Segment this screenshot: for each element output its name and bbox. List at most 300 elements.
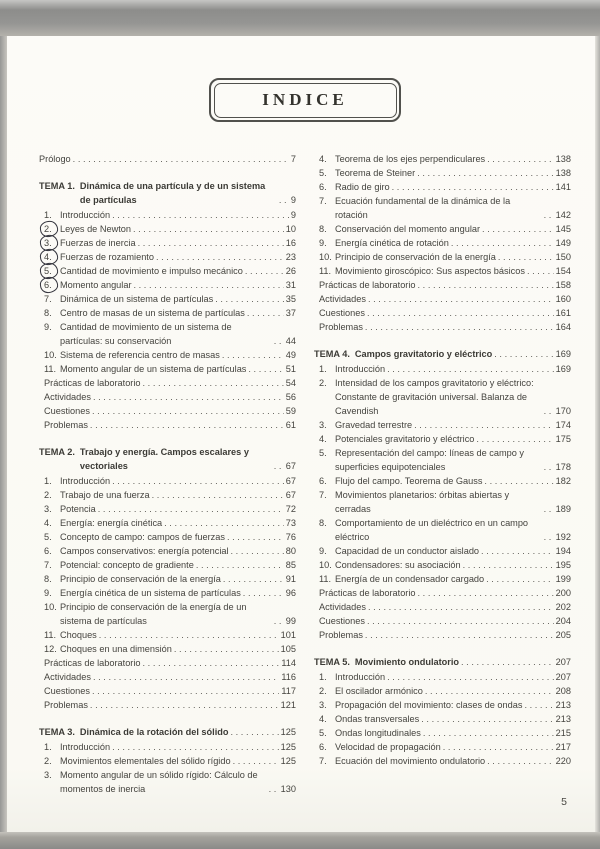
toc-entry: [39, 208, 296, 222]
entry-text: Concepto de campo: campos de fuerzas: [60, 532, 225, 542]
dot-leader: [269, 782, 279, 796]
entry-page-number: 217: [555, 742, 571, 752]
item-number: 5.: [319, 728, 327, 738]
item-number: 4.: [319, 714, 327, 724]
item-number: 8.: [319, 518, 327, 528]
toc-entry: [314, 684, 571, 698]
item-number: 7.: [44, 560, 52, 570]
dot-leader: [98, 502, 284, 516]
entry-text: Trabajo de una fuerza: [60, 490, 150, 500]
entry-page-number: 161: [555, 308, 571, 318]
entry-page-number: 164: [555, 322, 571, 332]
tema-title: Dinámica de una partícula y de un sistema de partículas: [79, 181, 266, 205]
toc-entry: [39, 740, 296, 754]
toc-column-right: [314, 152, 571, 768]
dot-leader: [414, 418, 554, 432]
entry-page-number: 117: [281, 686, 296, 696]
item-number: 2.: [319, 686, 327, 696]
entry-page-number: 174: [555, 420, 571, 430]
entry-page-number: 170: [555, 406, 571, 416]
dot-leader: [425, 684, 554, 698]
dot-leader: [417, 166, 553, 180]
entry-page-number: 149: [555, 238, 571, 248]
toc-entry: [39, 250, 296, 264]
dot-leader: [230, 725, 278, 739]
item-number: 6.: [319, 742, 327, 752]
entry-text: Problemas: [319, 630, 363, 640]
toc-entry: [314, 516, 571, 544]
dot-leader: [223, 572, 284, 586]
item-number: 2.: [44, 490, 52, 500]
entry-page-number: 138: [555, 154, 571, 164]
dot-leader: [215, 292, 284, 306]
entry-page-number: 189: [555, 504, 571, 514]
toc-entry: [39, 264, 296, 278]
dot-leader: [418, 278, 554, 292]
item-number: 9.: [44, 588, 52, 598]
entry-page-number: 138: [555, 168, 571, 178]
entry-page-number: 194: [555, 546, 571, 556]
item-number: 2.: [319, 378, 327, 388]
toc-entry: [314, 754, 571, 768]
dot-leader: [463, 558, 554, 572]
dot-leader: [164, 516, 284, 530]
entry-text: Principio de conservación de la energía: [335, 252, 496, 262]
entry-text: Fuerzas de rozamiento: [60, 252, 154, 262]
entry-text: Sistema de referencia centro de masas: [60, 350, 220, 360]
toc-tema-heading: [39, 725, 296, 739]
entry-text: Potenciales gravitatorio y eléctrico: [335, 434, 475, 444]
item-number: 5.: [44, 532, 52, 542]
dot-leader: [99, 628, 279, 642]
toc-entry: [39, 698, 296, 712]
item-number-pen-circled: 3.: [44, 236, 60, 250]
entry-text: Problemas: [44, 700, 88, 710]
entry-text: Teorema de Steiner: [335, 168, 416, 178]
entry-text: Radio de giro: [335, 182, 390, 192]
entry-page-number: 23: [285, 252, 296, 262]
entry-text: Ecuación fundamental de la dinámica de la rotación: [335, 196, 511, 220]
dot-leader: [484, 474, 553, 488]
entry-page-number: 96: [285, 588, 296, 598]
entry-text: Potencia: [60, 504, 96, 514]
dot-leader: [544, 208, 554, 222]
entry-text: Propagación del movimiento: clases de ondas: [335, 700, 523, 710]
dot-leader: [174, 642, 279, 656]
toc-entry: [39, 362, 296, 376]
item-number: 1.: [44, 210, 52, 220]
toc-entry: [39, 768, 296, 796]
dot-leader: [365, 628, 554, 642]
entry-text: Representación del campo: líneas de campo y superficies equipotenciales: [335, 448, 524, 472]
item-number: 7.: [319, 490, 327, 500]
toc-entry: [314, 572, 571, 586]
item-number: 3.: [44, 504, 52, 514]
dot-leader: [368, 292, 554, 306]
entry-text: Movimientos elementales del sólido rígido: [60, 756, 231, 766]
dot-leader: [544, 530, 554, 544]
toc-entry: [314, 488, 571, 516]
entry-text: Actividades: [44, 672, 91, 682]
entry-page-number: 91: [285, 574, 296, 584]
dot-leader: [486, 572, 554, 586]
dot-leader: [367, 306, 554, 320]
item-number: 11.: [44, 364, 57, 374]
entry-page-number: 204: [555, 616, 571, 626]
tema-label: TEMA 3.: [39, 727, 75, 737]
entry-page-number: 26: [285, 266, 296, 276]
dot-leader: [274, 614, 284, 628]
toc-entry: [39, 306, 296, 320]
dot-leader: [93, 670, 279, 684]
dot-leader: [421, 712, 553, 726]
entry-page-number: 207: [555, 672, 571, 682]
toc-entry: [39, 670, 296, 684]
entry-text: Choques: [60, 630, 97, 640]
entry-text: Introducción: [60, 210, 111, 220]
dot-leader: [274, 334, 284, 348]
entry-text: Campos conservativos: energía potencial: [60, 546, 229, 556]
entry-page-number: 61: [285, 420, 296, 430]
dot-leader: [222, 348, 284, 362]
entry-text: Centro de masas de un sistema de partículas: [60, 308, 245, 318]
toc-tema-heading: [39, 445, 296, 473]
toc-tema-heading: [314, 655, 571, 669]
entry-text: Intensidad de los campos gravitatorio y eléctrico: Constante de gravitación universal. Balanza de Cavendish: [335, 378, 534, 416]
item-number: 1.: [319, 672, 327, 682]
entry-page-number: 54: [285, 378, 296, 388]
entry-page-number: 169: [555, 364, 571, 374]
entry-text: Ondas transversales: [335, 714, 420, 724]
toc-entry: [314, 264, 571, 278]
section-gap: [314, 334, 571, 347]
dot-leader: [243, 586, 284, 600]
toc-entry: [39, 278, 296, 292]
toc-entry: [39, 418, 296, 432]
dot-leader: [544, 404, 554, 418]
entry-text: Principio de conservación de la energía: [60, 574, 221, 584]
entry-text: El oscilador armónico: [335, 686, 423, 696]
toc-entry: [314, 670, 571, 684]
entry-text: Introducción: [335, 364, 386, 374]
item-number: 10.: [44, 350, 57, 360]
entry-page-number: 220: [555, 756, 571, 766]
item-number: 11.: [44, 630, 57, 640]
item-number: 4.: [319, 154, 327, 164]
tema-title: Trabajo y energía. Campos escalares y vectoriales: [79, 447, 249, 471]
item-number: 11.: [319, 266, 332, 276]
toc-entry: [39, 222, 296, 236]
entry-text: Potencial: concepto de gradiente: [60, 560, 194, 570]
item-number-pen-circled: 6.: [44, 278, 60, 292]
entry-text: Momento angular de un sólido rígido: Cálculo de momentos de inercia: [60, 770, 258, 794]
entry-page-number: 10: [285, 224, 296, 234]
item-number: 10.: [319, 252, 332, 262]
entry-text: Problemas: [319, 322, 363, 332]
dot-leader: [274, 459, 284, 473]
toc-entry: [314, 432, 571, 446]
entry-text: Cuestiones: [319, 308, 365, 318]
scan-edge-left: [0, 36, 7, 832]
item-number: 6.: [319, 476, 327, 486]
toc-entry: [314, 362, 571, 376]
entry-page-number: 51: [285, 364, 296, 374]
dot-leader: [387, 362, 554, 376]
toc-entry: [314, 236, 571, 250]
entry-page-number: 125: [280, 727, 296, 737]
scan-edge-top: [0, 0, 600, 36]
entry-text: Introducción: [60, 742, 111, 752]
dot-leader: [138, 236, 284, 250]
toc-entry: [39, 292, 296, 306]
toc-entry: [39, 236, 296, 250]
indice-title-inner-border: [214, 83, 397, 118]
entry-text: Introducción: [60, 476, 111, 486]
entry-page-number: 35: [285, 294, 296, 304]
table-of-contents: [39, 152, 571, 796]
item-number-pen-circled: 2.: [44, 222, 60, 236]
entry-text: Actividades: [319, 294, 366, 304]
dot-leader: [133, 222, 284, 236]
toc-entry: [314, 278, 571, 292]
tema-label: TEMA 2.: [39, 447, 75, 457]
dot-leader: [92, 404, 284, 418]
dot-leader: [112, 740, 279, 754]
toc-entry: [314, 474, 571, 488]
item-number: 3.: [44, 770, 52, 780]
entry-page-number: 182: [555, 476, 571, 486]
scan-edge-bottom: [0, 832, 600, 849]
entry-page-number: 200: [555, 588, 571, 598]
item-number: 3.: [319, 420, 327, 430]
entry-page-number: 121: [280, 700, 296, 710]
item-number: 1.: [44, 476, 52, 486]
item-number-pen-circled: 5.: [44, 264, 60, 278]
entry-page-number: 141: [555, 182, 571, 192]
entry-page-number: 202: [555, 602, 571, 612]
item-number: 9.: [319, 238, 327, 248]
entry-page-number: 175: [555, 434, 571, 444]
entry-text: Energía: energía cinética: [60, 518, 163, 528]
item-number: 1.: [44, 742, 52, 752]
dot-leader: [527, 264, 554, 278]
toc-entry: [314, 166, 571, 180]
toc-entry: [39, 488, 296, 502]
entry-page-number: 215: [555, 728, 571, 738]
dot-leader: [494, 347, 553, 361]
entry-page-number: 125: [280, 756, 296, 766]
entry-page-number: 199: [555, 574, 571, 584]
entry-text: Cuestiones: [44, 686, 90, 696]
dot-leader: [247, 306, 284, 320]
entry-text: Velocidad de propagación: [335, 742, 441, 752]
toc-entry: [314, 194, 571, 222]
toc-entry: [314, 320, 571, 334]
entry-page-number: 31: [285, 280, 296, 290]
toc-tema-heading: [39, 179, 296, 207]
toc-entry: [39, 642, 296, 656]
dot-leader: [90, 698, 279, 712]
entry-text: Movimientos planetarios: órbitas abiertas y cerradas: [335, 490, 510, 514]
item-number: 2.: [44, 756, 52, 766]
dot-leader: [443, 740, 554, 754]
entry-page-number: 169: [555, 349, 571, 359]
entry-text: Principio de conservación de la energía de un sistema de partículas: [60, 602, 247, 626]
tema-label: TEMA 5.: [314, 657, 350, 667]
entry-text: Momento angular de un sistema de partículas: [60, 364, 247, 374]
dot-leader: [423, 726, 554, 740]
toc-entry: [39, 572, 296, 586]
entry-page-number: 208: [555, 686, 571, 696]
dot-leader: [143, 376, 284, 390]
item-number: 5.: [319, 448, 327, 458]
section-gap: [39, 712, 296, 725]
entry-text: Actividades: [44, 392, 91, 402]
entry-text: Prácticas de laboratorio: [44, 658, 141, 668]
dot-leader: [152, 488, 284, 502]
item-number: 3.: [319, 700, 327, 710]
entry-page-number: 154: [555, 266, 571, 276]
toc-entry: [39, 474, 296, 488]
item-number: 9.: [44, 322, 52, 332]
entry-page-number: 67: [285, 490, 296, 500]
dot-leader: [112, 208, 289, 222]
dot-leader: [367, 614, 554, 628]
item-number: 7.: [319, 756, 327, 766]
entry-page-number: 73: [285, 518, 296, 528]
item-number: 6.: [44, 546, 52, 556]
entry-text: Momento angular: [60, 280, 132, 290]
toc-entry: [314, 446, 571, 474]
dot-leader: [196, 558, 284, 572]
entry-text: Ondas longitudinales: [335, 728, 421, 738]
entry-page-number: 130: [280, 784, 296, 794]
entry-page-number: 76: [285, 532, 296, 542]
dot-leader: [524, 698, 553, 712]
dot-leader: [482, 222, 554, 236]
toc-entry: [39, 320, 296, 348]
entry-text: Flujo del campo. Teorema de Gauss: [335, 476, 483, 486]
dot-leader: [93, 390, 284, 404]
toc-entry: [39, 544, 296, 558]
dot-leader: [387, 670, 554, 684]
dot-leader: [112, 474, 284, 488]
dot-leader: [90, 418, 284, 432]
item-number: 4.: [319, 434, 327, 444]
tema-title: Campos gravitatorio y eléctrico: [354, 349, 493, 359]
entry-page-number: 213: [555, 714, 571, 724]
toc-entry: [314, 558, 571, 572]
dot-leader: [279, 193, 289, 207]
entry-text: Prácticas de laboratorio: [319, 280, 416, 290]
toc-entry: [39, 516, 296, 530]
entry-page-number: 114: [281, 658, 296, 668]
entry-page-number: 160: [555, 294, 571, 304]
entry-page-number: 9: [290, 195, 296, 205]
item-number: 6.: [319, 182, 327, 192]
toc-entry: [314, 418, 571, 432]
entry-text: Prácticas de laboratorio: [44, 378, 141, 388]
toc-entry: [314, 180, 571, 194]
entry-page-number: 37: [285, 308, 296, 318]
toc-entry: [39, 558, 296, 572]
toc-entry: [39, 586, 296, 600]
toc-entry: [314, 152, 571, 166]
entry-text: Gravedad terrestre: [335, 420, 413, 430]
entry-page-number: 16: [285, 238, 296, 248]
dot-leader: [544, 460, 554, 474]
item-number: 8.: [319, 224, 327, 234]
toc-entry: [314, 628, 571, 642]
entry-text: Leyes de Newton: [60, 224, 131, 234]
section-gap: [314, 642, 571, 655]
entry-text: Energía cinética de un sistema de partículas: [60, 588, 241, 598]
toc-entry: [314, 222, 571, 236]
dot-leader: [481, 544, 554, 558]
toc-entry: [314, 250, 571, 264]
toc-entry: [314, 712, 571, 726]
dot-leader: [451, 236, 554, 250]
toc-entry: [39, 754, 296, 768]
page-title: INDICE: [262, 89, 348, 109]
toc-entry: [314, 740, 571, 754]
scan-edge-right: [595, 36, 600, 832]
toc-entry: [314, 544, 571, 558]
entry-page-number: 145: [555, 224, 571, 234]
entry-text: Cantidad de movimiento de un sistema de partículas: su conservación: [60, 322, 232, 346]
dot-leader: [233, 754, 279, 768]
entry-page-number: 99: [285, 616, 296, 626]
entry-page-number: 7: [290, 154, 296, 164]
item-number: 7.: [44, 294, 52, 304]
entry-page-number: 80: [285, 546, 296, 556]
entry-page-number: 67: [285, 461, 296, 471]
toc-column-left: [39, 152, 296, 796]
entry-text: Cantidad de movimiento e impulso mecánico: [60, 266, 243, 276]
toc-entry: [314, 376, 571, 418]
entry-text: Teorema de los ejes perpendiculares: [335, 154, 486, 164]
toc-entry: [314, 600, 571, 614]
toc-entry: [39, 600, 296, 628]
dot-leader: [227, 530, 284, 544]
dot-leader: [392, 180, 554, 194]
entry-text: Fuerzas de inercia: [60, 238, 136, 248]
entry-page-number: 72: [285, 504, 296, 514]
entry-page-number: 59: [285, 406, 296, 416]
entry-text: Choques en una dimensión: [60, 644, 172, 654]
section-gap: [39, 166, 296, 179]
entry-page-number: 158: [555, 280, 571, 290]
dot-leader: [231, 544, 284, 558]
dot-leader: [487, 152, 554, 166]
indice-title-box: [209, 78, 401, 122]
entry-page-number: 142: [555, 210, 571, 220]
toc-entry: [39, 628, 296, 642]
item-number: 7.: [319, 196, 327, 206]
entry-page-number: 56: [285, 392, 296, 402]
dot-leader: [73, 152, 289, 166]
dot-leader: [476, 432, 553, 446]
page-number: 5: [561, 796, 567, 808]
toc-entry: [314, 586, 571, 600]
tema-label: TEMA 4.: [314, 349, 350, 359]
toc-entry: [314, 614, 571, 628]
toc-entry: [39, 152, 296, 166]
section-gap: [39, 432, 296, 445]
item-number: 10.: [44, 602, 57, 612]
toc-entry: [39, 390, 296, 404]
item-number-pen-circled: 4.: [44, 250, 60, 264]
